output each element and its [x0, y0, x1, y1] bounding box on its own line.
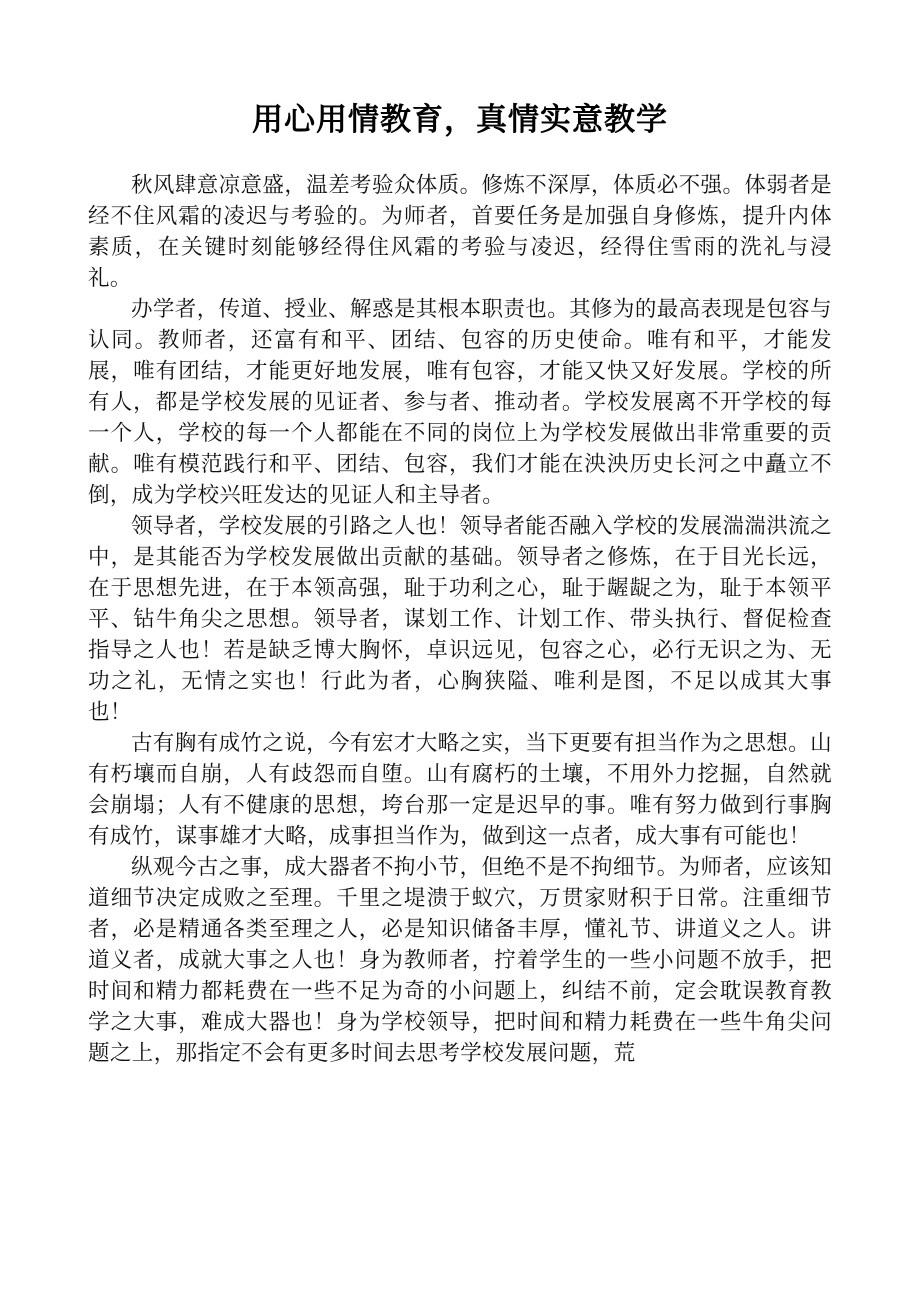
document-title: 用心用情教育，真情实意教学 — [252, 102, 668, 138]
paragraph-3: 领导者，学校发展的引路之人也！领导者能否融入学校的发展湍湍洪流之中，是其能否为学校发展做出贡献的基础。领导者之修炼，在于目光长远，在于思想先进，在于本领高强，耻于功利之心，耻于龌龊之为，耻于本领平平、钻牛角尖之思想。领导者，谋划工作、计划工作、带头执行、督促检查指导之人也！若是缺乏博大胸怀，卓识远见，包容之心，必行无识之为、无功之礼，无情之实也！行此为者，心胸狭隘、唯利是图，不足以成其大事也！ — [88, 514, 832, 725]
paragraph-1: 秋风肆意凉意盛，温差考验众体质。修炼不深厚，体质必不强。体弱者是经不住风霜的凌迟与考验的。为师者，首要任务是加强自身修炼，提升内体素质，在关键时刻能够经得住风霜的考验与凌迟，经得住雪雨的洗礼与浸礼。 — [88, 173, 832, 291]
document-body — [88, 170, 832, 1069]
paragraph-2: 办学者，传道、授业、解惑是其根本职责也。其修为的最高表现是包容与认同。教师者，还富有和平、团结、包容的历史使命。唯有和平，才能发展，唯有团结，才能更好地发展，唯有包容，才能又快又好发展。学校的所有人，都是学校发展的见证者、参与者、推动者。学校发展离不开学校的每一个人，学校的每一个人都能在不同的岗位上为学校发展做出非常重要的贡献。唯有模范践行和平、团结、包容，我们才能在泱泱历史长河之中矗立不倒，成为学校兴旺发达的见证人和主导者。 — [88, 297, 832, 508]
paragraph-4: 古有胸有成竹之说，今有宏才大略之实，当下更要有担当作为之思想。山有朽壤而自崩，人有歧怨而自堕。山有腐朽的土壤，不用外力挖掘，自然就会崩塌；人有不健康的思想，垮台那一定是迟早的事。唯有努力做到行事胸有成竹，谋事雄才大略，成事担当作为，做到这一点者，成大事有可能也！ — [88, 731, 832, 849]
paragraph-5: 纵观今古之事，成大器者不拘小节，但绝不是不拘细节。为师者，应该知道细节决定成败之至理。千里之堤溃于蚁穴，万贯家财积于日常。注重细节者，必是精通各类至理之人，必是知识储备丰厚，懂礼节、讲道义之人。讲道义者，成就大事之人也！身为教师者，拧着学生的一些小问题不放手，把时间和精力都耗费在一些不足为奇的小问题上，纠结不前，定会耽误教育教学之大事，难成大器也！身为学校领导，把时间和精力耗费在一些牛角尖问题之上，那指定不会有更多时间去思考学校发展问题，荒 — [88, 855, 832, 1066]
